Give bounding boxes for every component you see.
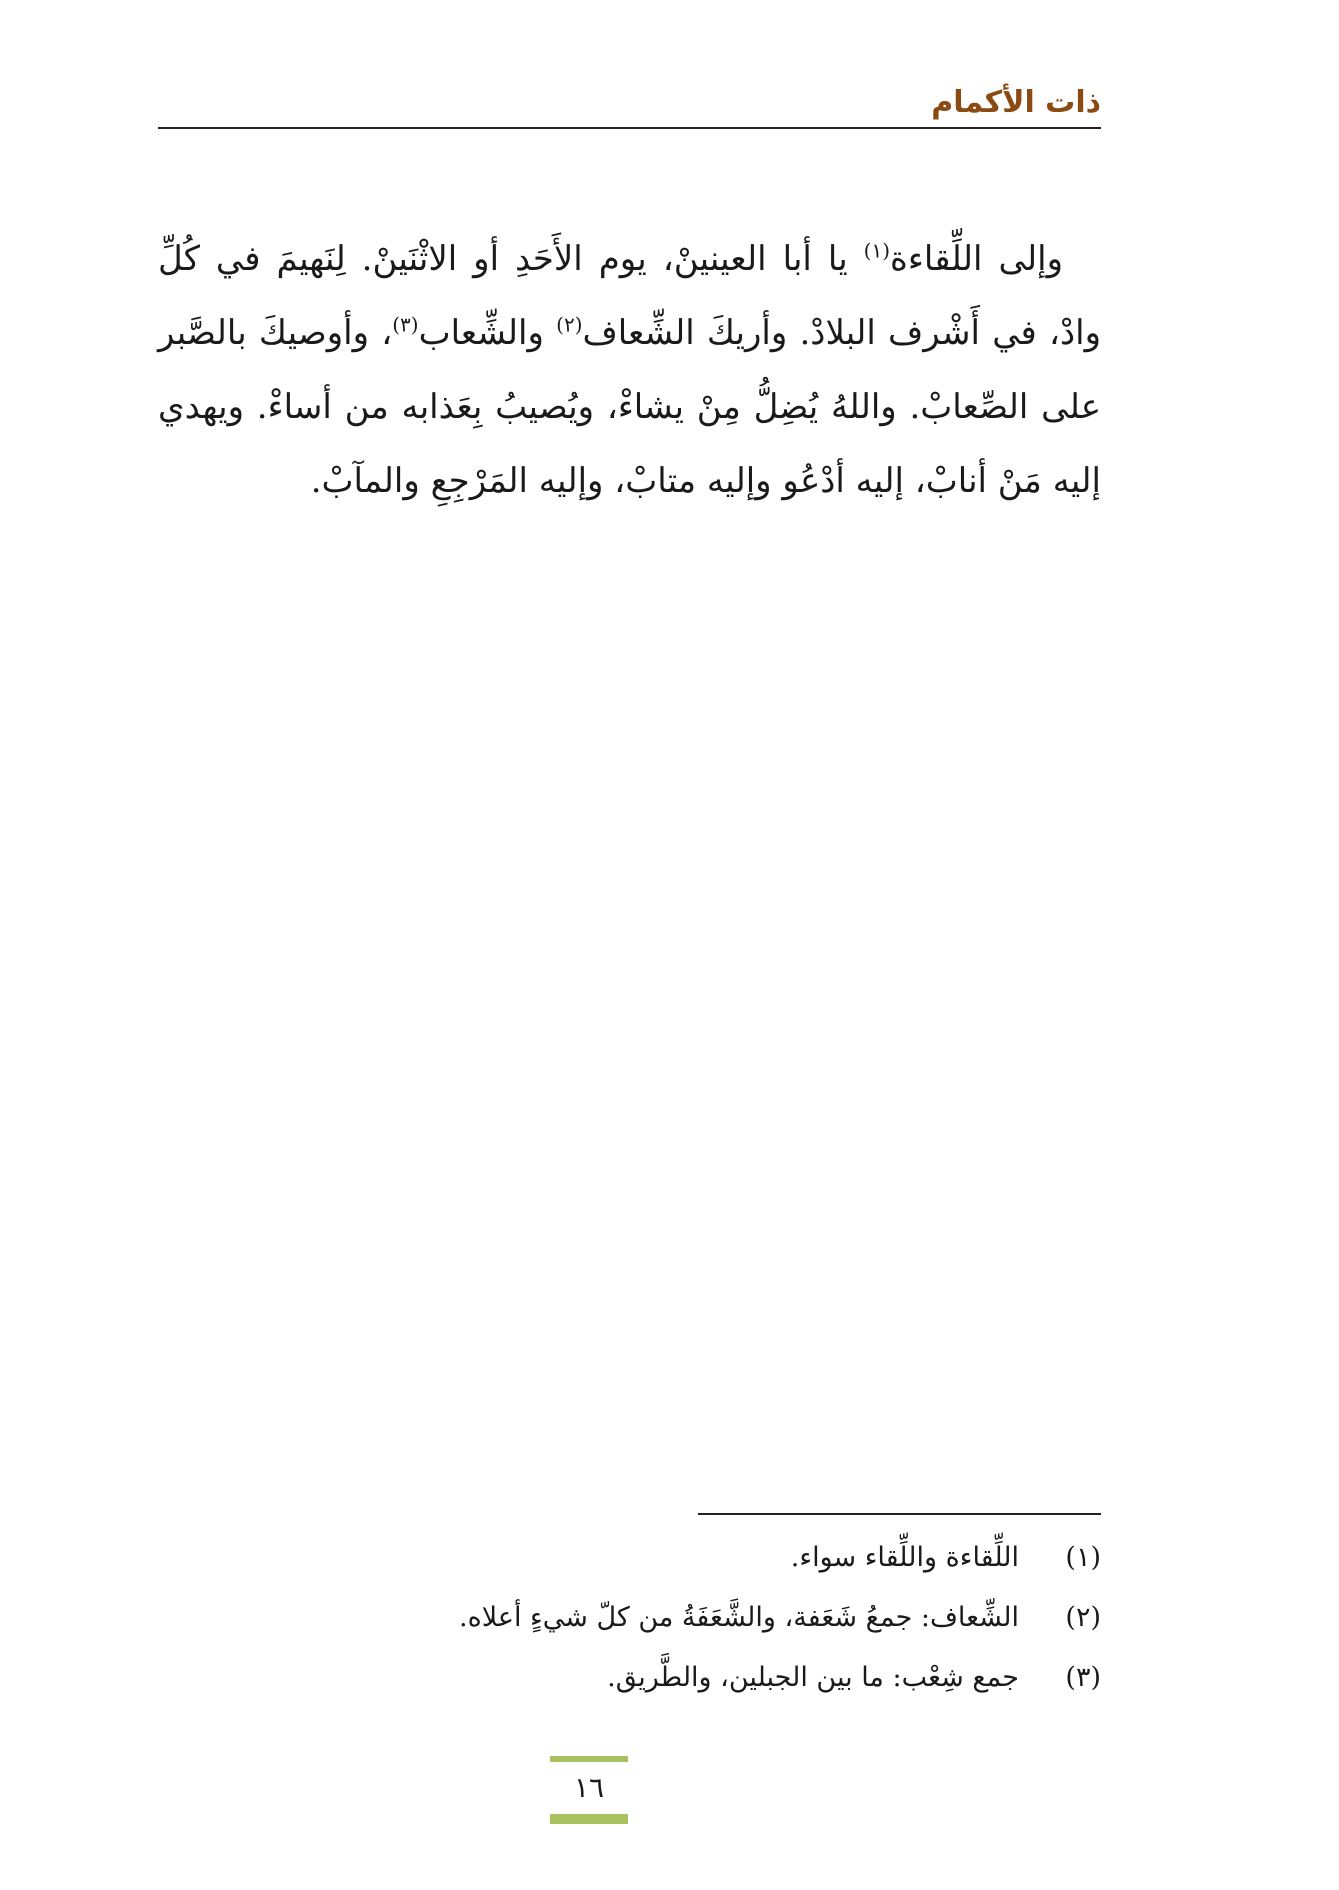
running-title: ذات الأكمام [931, 85, 1101, 120]
text-segment-2: يا أبا العينينْ، يوم الأَحَدِ أو الاثْنَينْ. لِنَهيمَ في كُلِّ وادْ، في أَشْرف البلادْ. وأريكَ الشِّعاف [158, 239, 1101, 353]
footnote-text: جمع شِعْب: ما بين الجبلين، والطَّريق. [607, 1662, 1019, 1693]
footnotes-list [158, 1528, 1101, 1708]
footnote-number: (٢) [1065, 1602, 1101, 1633]
page-number-bar-bottom [550, 1814, 628, 1824]
footnote-text: اللِّقاءة واللِّقاء سواء. [790, 1542, 1019, 1573]
footnote-ref-1: (١) [863, 238, 891, 263]
footnote-ref-3: (٣) [392, 312, 419, 337]
page-number-bar-top [550, 1756, 628, 1762]
footnote-ref-2: (٢) [556, 312, 583, 337]
header-rule [158, 127, 1101, 129]
text-segment-1: وإلى اللِّقاءة [890, 239, 1064, 279]
footnote-number: (٣) [1065, 1662, 1101, 1693]
footnote-text: الشِّعاف: جمعُ شَعَفة، والشَّعَفَةُ من كلّ شيءٍ أعلاه. [459, 1602, 1019, 1633]
footnote-3 [158, 1648, 1101, 1708]
footnote-1 [158, 1528, 1101, 1588]
footnote-number: (١) [1065, 1542, 1101, 1573]
footnote-separator [698, 1513, 1101, 1515]
text-segment-4: ، وأوصيكَ بالصَّبر على الصِّعابْ. واللهُ يُضِلُّ مِنْ يشاءْ، ويُصيبُ بِعَذابه من أساءْ. ويهدي إليه مَنْ أنابْ، إليه أدْعُو وإليه متابْ، وإليه المَرْجِعِ والمآبْ. [158, 313, 1101, 501]
page-header [158, 82, 1101, 130]
page-number: ١٦ [573, 1771, 605, 1804]
footnote-2 [158, 1588, 1101, 1648]
main-text [158, 222, 1101, 518]
text-segment-3: والشِّعاب [418, 313, 544, 353]
main-paragraph [158, 222, 1101, 518]
page-number-block [550, 1756, 628, 1824]
